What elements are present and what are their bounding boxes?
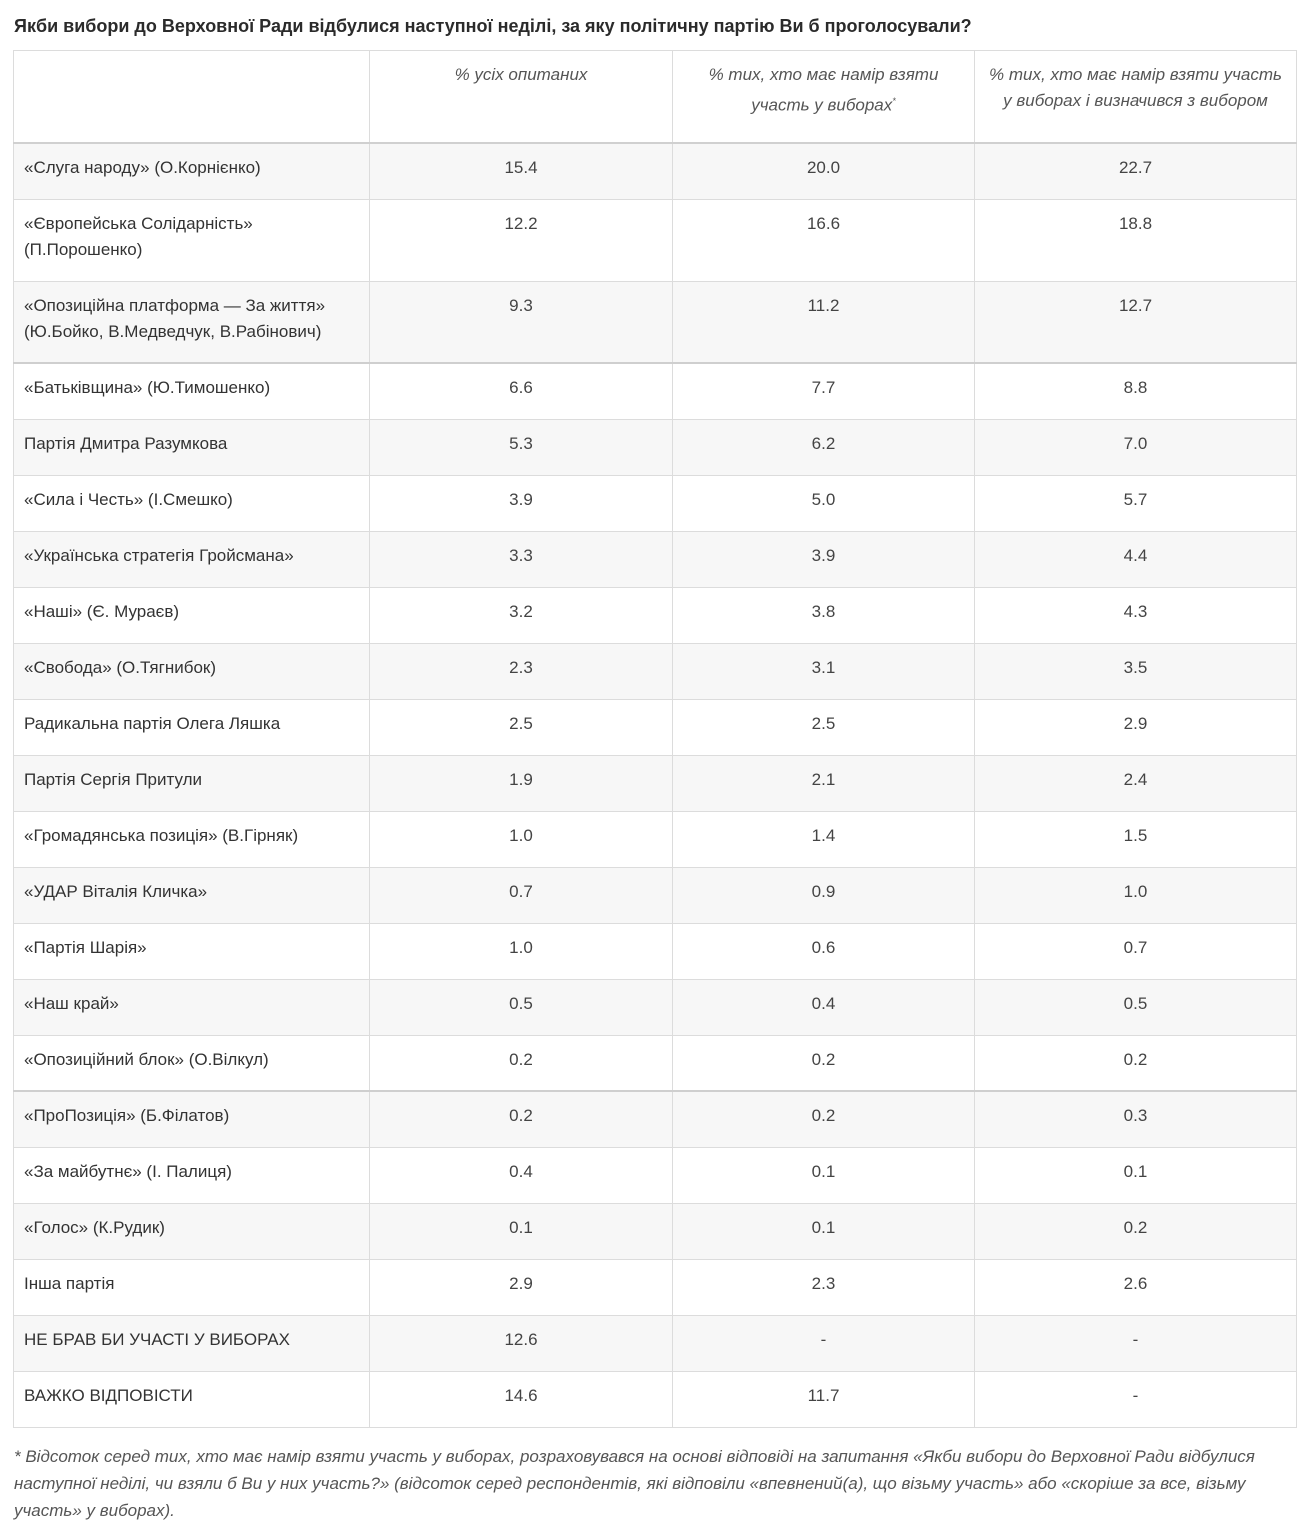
decided-voters-cell: 7.0 — [975, 419, 1297, 475]
party-name-cell: «Голос» (К.Рудик) — [14, 1203, 370, 1259]
all-respondents-cell: 0.7 — [370, 867, 673, 923]
voters-cell: 16.6 — [673, 199, 975, 281]
all-respondents-cell: 1.9 — [370, 755, 673, 811]
all-respondents-cell: 3.2 — [370, 587, 673, 643]
decided-voters-cell: - — [975, 1371, 1297, 1427]
decided-voters-cell: 0.5 — [975, 979, 1297, 1035]
voters-cell: 0.2 — [673, 1091, 975, 1147]
all-respondents-cell: 5.3 — [370, 419, 673, 475]
party-name-cell: «Європейська Солідарність» (П.Порошенко) — [14, 199, 370, 281]
table-row — [14, 1203, 1297, 1259]
party-name-cell: «Сила і Честь» (І.Смешко) — [14, 475, 370, 531]
party-name-cell: «УДАР Віталія Кличка» — [14, 867, 370, 923]
header-voters-label: % тих, хто має намір взяти участь у виборах — [708, 65, 939, 115]
voters-cell: 2.3 — [673, 1259, 975, 1315]
decided-voters-cell: 4.3 — [975, 587, 1297, 643]
decided-voters-cell: 5.7 — [975, 475, 1297, 531]
decided-voters-cell: 18.8 — [975, 199, 1297, 281]
party-name-cell: «Опозиційний блок» (О.Вілкул) — [14, 1035, 370, 1091]
all-respondents-cell: 2.5 — [370, 699, 673, 755]
party-name-cell: «Партія Шарія» — [14, 923, 370, 979]
table-row — [14, 531, 1297, 587]
all-respondents-cell: 0.2 — [370, 1091, 673, 1147]
all-respondents-cell: 6.6 — [370, 363, 673, 419]
decided-voters-cell: 22.7 — [975, 143, 1297, 199]
table-row — [14, 867, 1297, 923]
voters-cell: 2.5 — [673, 699, 975, 755]
all-respondents-cell: 3.3 — [370, 531, 673, 587]
all-respondents-cell: 2.3 — [370, 643, 673, 699]
party-name-cell: Партія Дмитра Разумкова — [14, 419, 370, 475]
voters-cell: 0.2 — [673, 1035, 975, 1091]
decided-voters-cell: 2.6 — [975, 1259, 1297, 1315]
party-name-cell: «Громадянська позиція» (В.Гірняк) — [14, 811, 370, 867]
voters-cell: - — [673, 1315, 975, 1371]
all-respondents-cell: 14.6 — [370, 1371, 673, 1427]
table-row — [14, 643, 1297, 699]
decided-voters-cell: 12.7 — [975, 281, 1297, 363]
voters-cell: 0.1 — [673, 1203, 975, 1259]
voters-cell: 11.2 — [673, 281, 975, 363]
decided-voters-cell: 3.5 — [975, 643, 1297, 699]
decided-voters-cell: - — [975, 1315, 1297, 1371]
voters-cell: 7.7 — [673, 363, 975, 419]
header-party — [14, 51, 370, 144]
table-row — [14, 419, 1297, 475]
party-name-cell: «Опозиційна платформа — За життя» (Ю.Бойко, В.Медведчук, В.Рабінович) — [14, 281, 370, 363]
party-name-cell: Радикальна партія Олега Ляшка — [14, 699, 370, 755]
decided-voters-cell: 0.2 — [975, 1035, 1297, 1091]
decided-voters-cell: 1.5 — [975, 811, 1297, 867]
party-name-cell: «Українська стратегія Гройсмана» — [14, 531, 370, 587]
party-name-cell: «Слуга народу» (О.Корнієнко) — [14, 143, 370, 199]
decided-voters-cell: 0.3 — [975, 1091, 1297, 1147]
poll-results-table — [13, 50, 1297, 1428]
decided-voters-cell: 2.4 — [975, 755, 1297, 811]
table-row — [14, 1371, 1297, 1427]
party-name-cell: «За майбутнє» (І. Палиця) — [14, 1147, 370, 1203]
voters-cell: 1.4 — [673, 811, 975, 867]
table-row — [14, 143, 1297, 199]
voters-cell: 0.4 — [673, 979, 975, 1035]
party-name-cell: «Батьківщина» (Ю.Тимошенко) — [14, 363, 370, 419]
table-body — [14, 143, 1297, 1427]
all-respondents-cell: 3.9 — [370, 475, 673, 531]
header-decided-voters: % тих, хто має намір взяти участь у виборах і визначився з вибором — [975, 51, 1297, 144]
table-row — [14, 811, 1297, 867]
decided-voters-cell: 1.0 — [975, 867, 1297, 923]
table-row — [14, 699, 1297, 755]
all-respondents-cell: 0.1 — [370, 1203, 673, 1259]
voters-cell: 3.8 — [673, 587, 975, 643]
voters-cell: 3.9 — [673, 531, 975, 587]
decided-voters-cell: 0.7 — [975, 923, 1297, 979]
voters-cell: 0.1 — [673, 1147, 975, 1203]
page-title: Якби вибори до Верховної Ради відбулися наступної неділі, за яку політичну партію Ви б проголосували? — [14, 16, 972, 36]
voters-cell: 0.9 — [673, 867, 975, 923]
all-respondents-cell: 1.0 — [370, 923, 673, 979]
all-respondents-cell: 0.2 — [370, 1035, 673, 1091]
party-name-cell: «Наш край» — [14, 979, 370, 1035]
voters-cell: 11.7 — [673, 1371, 975, 1427]
table-row — [14, 1035, 1297, 1091]
party-name-cell: Партія Сергія Притули — [14, 755, 370, 811]
party-name-cell: «Свобода» (О.Тягнибок) — [14, 643, 370, 699]
table-row — [14, 363, 1297, 419]
footnote-marker: * — [892, 96, 896, 106]
all-respondents-cell: 12.2 — [370, 199, 673, 281]
table-row — [14, 199, 1297, 281]
decided-voters-cell: 2.9 — [975, 699, 1297, 755]
all-respondents-cell: 9.3 — [370, 281, 673, 363]
table-row — [14, 755, 1297, 811]
all-respondents-cell: 2.9 — [370, 1259, 673, 1315]
table-row — [14, 281, 1297, 363]
table-row — [14, 1315, 1297, 1371]
table-header-row — [14, 51, 1297, 144]
party-name-cell: ВАЖКО ВІДПОВІСТИ — [14, 1371, 370, 1427]
all-respondents-cell: 15.4 — [370, 143, 673, 199]
all-respondents-cell: 0.5 — [370, 979, 673, 1035]
header-all-respondents: % усіх опитаних — [370, 51, 673, 144]
party-name-cell: «ПроПозиція» (Б.Філатов) — [14, 1091, 370, 1147]
all-respondents-cell: 1.0 — [370, 811, 673, 867]
party-name-cell: Інша партія — [14, 1259, 370, 1315]
decided-voters-cell: 4.4 — [975, 531, 1297, 587]
table-row — [14, 475, 1297, 531]
voters-cell: 2.1 — [673, 755, 975, 811]
party-name-cell: «Наші» (Є. Мураєв) — [14, 587, 370, 643]
table-row — [14, 587, 1297, 643]
table-row — [14, 979, 1297, 1035]
decided-voters-cell: 8.8 — [975, 363, 1297, 419]
table-row — [14, 1091, 1297, 1147]
decided-voters-cell: 0.2 — [975, 1203, 1297, 1259]
voters-cell: 3.1 — [673, 643, 975, 699]
voters-cell: 0.6 — [673, 923, 975, 979]
voters-cell: 6.2 — [673, 419, 975, 475]
voters-cell: 5.0 — [673, 475, 975, 531]
voters-cell: 20.0 — [673, 143, 975, 199]
party-name-cell: НЕ БРАВ БИ УЧАСТІ У ВИБОРАХ — [14, 1315, 370, 1371]
decided-voters-cell: 0.1 — [975, 1147, 1297, 1203]
all-respondents-cell: 0.4 — [370, 1147, 673, 1203]
table-row — [14, 923, 1297, 979]
header-voters — [673, 51, 975, 144]
all-respondents-cell: 12.6 — [370, 1315, 673, 1371]
table-row — [14, 1147, 1297, 1203]
footnote: * Відсоток серед тих, хто має намір взяти участь у виборах, розраховувався на основі відповіді на запитання «Якби вибори до Верховної Ради відбулися наступної неділі, чи взяли б Ви у них участь?» (відсоток серед респондентів, які відповіли «впевнений(а), що візьму участь» або «скоріше за все, візьму участь» у виборах). — [14, 1447, 1255, 1520]
table-row — [14, 1259, 1297, 1315]
